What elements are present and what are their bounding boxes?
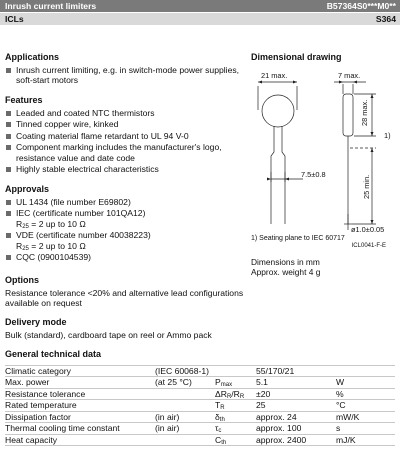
table-row: Max. power (at 25 °C) $P_{max}$ 5.1 W (5, 377, 395, 388)
subheader-category: ICLs (5, 13, 24, 24)
label-wire: ø1.0±0.05 (351, 225, 385, 232)
subheader-series: S364 (375, 13, 396, 24)
options-text: Resistance tolerance <20% and alternative lead configurations available on request (5, 287, 244, 309)
options-section (5, 275, 395, 309)
table-row: Dissipation factor (in air) $\delta_{th}$ approx. 24 mW/K (5, 411, 395, 422)
delivery-text: Bulk (standard), cardboard tape on reel or Ammo pack (5, 329, 212, 340)
disc-body (262, 95, 294, 127)
drawing-code: ICL0041-F-E (351, 243, 386, 250)
label-height: 28 max. (360, 99, 369, 126)
subheader-bar (0, 13, 400, 25)
approvals-list (5, 197, 251, 263)
approx-weight: Approx. weight 4 g (251, 266, 321, 277)
features-title: Features (5, 94, 43, 105)
feature-item: Tinned copper wire, kinked (5, 119, 251, 129)
table-row: Heat capacity $C_{th}$ approx. 2400 mJ/K (5, 434, 395, 445)
header-bar (0, 0, 400, 12)
label-width: 21 max. (261, 71, 288, 80)
application-item: Inrush current limiting, e.g. in switch-mode power supplies, soft-start motors (5, 65, 251, 86)
drawing-notes (251, 235, 386, 277)
delivery-title: Delivery mode (5, 317, 67, 327)
label-pitch: 7.5±0.8 (301, 170, 326, 179)
technical-data-table (5, 365, 395, 446)
feature-item: Leaded and coated NTC thermistors (5, 108, 251, 118)
table-row: Rated temperature $T_R$ 25 °C (5, 400, 395, 411)
dimensional-drawing (248, 64, 398, 232)
table-row: Climatic category (IEC 60068-1) 55/170/21 (5, 366, 395, 377)
applications-title: Applications (5, 52, 60, 62)
label-callout: 1) (384, 131, 391, 140)
label-thickness: 7 max. (338, 71, 361, 80)
lead-right (282, 126, 285, 224)
drawing-title: Dimensional drawing (251, 52, 342, 62)
approval-cqc: CQC (0900104539) (5, 252, 251, 262)
table-row: Resistance tolerance $\Delta R_R/R_R$ ±20 % (5, 388, 395, 399)
approval-iec: IEC (certificate number 101QA12) $R_{25} = 2$ up to 10 Ω (5, 208, 251, 229)
technical-title: General technical data (5, 349, 102, 359)
applications-list (5, 65, 251, 86)
features-list (5, 108, 251, 175)
feature-item: Highly stable electrical characteristics (5, 164, 251, 174)
seating-note: 1) Seating plane to IEC 60717 (251, 235, 345, 242)
feature-item: Coating material flame retardant to UL 94 V-0 (5, 131, 251, 141)
side-body (343, 94, 353, 136)
approval-vde: VDE (certificate number 40038223) $R_{25} = 2$ up to 10 Ω (5, 230, 251, 251)
header-product-family: Inrush current limiters (5, 0, 97, 11)
header-part-number: B57364S0***M0** (326, 0, 396, 11)
label-lead-length: 25 min. (362, 174, 371, 199)
options-title: Options (5, 275, 39, 285)
table-row: Thermal cooling time constant (in air) $\tau_c$ approx. 100 s (5, 423, 395, 434)
approval-ul: UL 1434 (file number E69802) (5, 197, 251, 207)
feature-item: Component marking includes the manufacturer's logo, resistance value and date code (5, 142, 251, 163)
left-column (5, 52, 251, 264)
approvals-title: Approvals (5, 183, 50, 194)
delivery-section (5, 317, 395, 340)
dimensions-unit: Dimensions in mm (251, 256, 320, 267)
lead-left (271, 126, 274, 224)
